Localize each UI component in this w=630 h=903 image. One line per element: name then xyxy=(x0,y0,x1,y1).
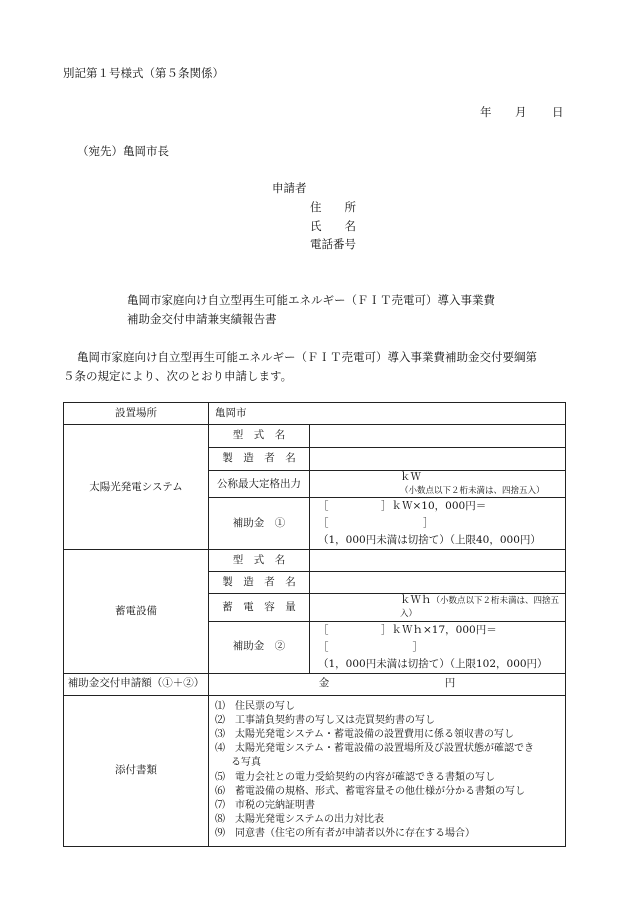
date-year: 年 xyxy=(480,105,492,119)
total-amount-field[interactable]: 金 円 xyxy=(209,673,566,695)
solar-output-unit: ｋＷ xyxy=(400,471,421,483)
table-row-battery-model xyxy=(64,550,566,572)
form-reference: 別記第１号様式（第５条関係） xyxy=(63,66,224,80)
attachment-item-continued: る写真 xyxy=(231,757,261,769)
location-label: 設置場所 xyxy=(64,403,209,425)
battery-subsidy-field[interactable] xyxy=(310,621,566,673)
battery-maker-label: 製 造 者 名 xyxy=(209,572,310,594)
attachments-list xyxy=(209,695,566,846)
battery-label: 蓄電設備 xyxy=(64,550,209,673)
applicant-label: 申請者 xyxy=(272,181,307,195)
attachment-item: ⑵ 工事請負契約書の写し又は売買契約書の写し xyxy=(215,714,435,726)
solar-subsidy-formula: ［ ］ｋＷ×10，000円＝［ ］ xyxy=(318,500,487,530)
attachment-item: ⑴ 住民票の写し xyxy=(215,700,295,712)
battery-subsidy-formula: ［ ］ｋＷｈ×17，000円＝［ ］ xyxy=(318,623,497,653)
battery-capacity-note: （小数点以下２桁未満は、四捨五入） xyxy=(400,596,560,620)
body-text-line1: 亀岡市家庭向け自立型再生可能エネルギー（ＦＩＴ売電可）導入事業費補助金交付要綱第 xyxy=(77,350,537,364)
solar-system-label: 太陽光発電システム xyxy=(64,425,209,550)
applicant-address-label: 住 所 xyxy=(310,200,356,214)
solar-output-note: （小数点以下２桁未満は、四捨五入） xyxy=(400,486,545,497)
solar-output-label: 公称最大定格出力 xyxy=(209,471,310,498)
table-row-solar-model xyxy=(64,425,566,448)
applicant-phone-label: 電話番号 xyxy=(310,237,356,251)
date-day: 日 xyxy=(552,105,564,119)
body-text-line2: ５条の規定により、次のとおり申請します。 xyxy=(63,369,293,383)
solar-model-label: 型 式 名 xyxy=(209,425,310,448)
total-amount-label: 補助金交付申請額（①＋②） xyxy=(64,673,209,695)
battery-model-field[interactable] xyxy=(310,550,566,572)
solar-output-field[interactable] xyxy=(310,471,566,498)
solar-subsidy-note: （1，000円未満は切捨て）（上限40，000円） xyxy=(318,534,541,547)
solar-subsidy-label: 補助金 ① xyxy=(209,498,310,550)
attachments-label: 添付書類 xyxy=(64,695,209,846)
document-title-line1: 亀岡市家庭向け自立型再生可能エネルギー（ＦＩＴ売電可）導入事業費 xyxy=(127,293,495,307)
battery-capacity-label: 蓄 電 容 量 xyxy=(209,594,310,621)
location-value: 亀岡市 xyxy=(209,403,566,425)
table-row-attachments xyxy=(64,695,566,846)
attachment-item: ⑸ 電力会社との電力受給契約の内容が確認できる書類の写し xyxy=(215,771,495,783)
attachment-item: ⑺ 市税の完納証明書 xyxy=(215,799,315,811)
attachment-item: ⑶ 太陽光発電システム・蓄電設備の設置費用に係る領収書の写し xyxy=(215,728,514,740)
document-title-line2: 補助金交付申請兼実績報告書 xyxy=(127,312,277,326)
solar-maker-label: 製 造 者 名 xyxy=(209,448,310,471)
table-row-location xyxy=(64,403,566,425)
battery-capacity-field[interactable] xyxy=(310,594,566,621)
solar-subsidy-field[interactable] xyxy=(310,498,566,550)
solar-model-field[interactable] xyxy=(310,425,566,448)
attachment-item: ⑻ 太陽光発電システムの出力対比表 xyxy=(215,814,384,826)
battery-capacity-unit: ｋＷｈ xyxy=(400,594,432,607)
battery-maker-field[interactable] xyxy=(310,572,566,594)
solar-maker-field[interactable] xyxy=(310,448,566,471)
application-table xyxy=(63,402,566,847)
battery-subsidy-label: 補助金 ② xyxy=(209,621,310,673)
attachment-item: ⑹ 蓄電設備の規格、形式、蓄電容量その他仕様が分かる書類の写し xyxy=(215,785,525,797)
table-row-total xyxy=(64,673,566,695)
attachment-item: ⑷ 太陽光発電システム・蓄電設備の設置場所及び設置状態が確認でき xyxy=(215,743,534,755)
battery-model-label: 型 式 名 xyxy=(209,550,310,572)
date-month: 月 xyxy=(515,105,527,119)
addressee: （宛先）亀岡市長 xyxy=(77,144,169,158)
attachment-item: ⑼ 同意書（住宅の所有者が申請者以外に存在する場合） xyxy=(215,828,475,840)
applicant-name-label: 氏 名 xyxy=(310,219,356,233)
battery-subsidy-note: （1，000円未満は切捨て）（上限102，000円） xyxy=(318,657,548,670)
